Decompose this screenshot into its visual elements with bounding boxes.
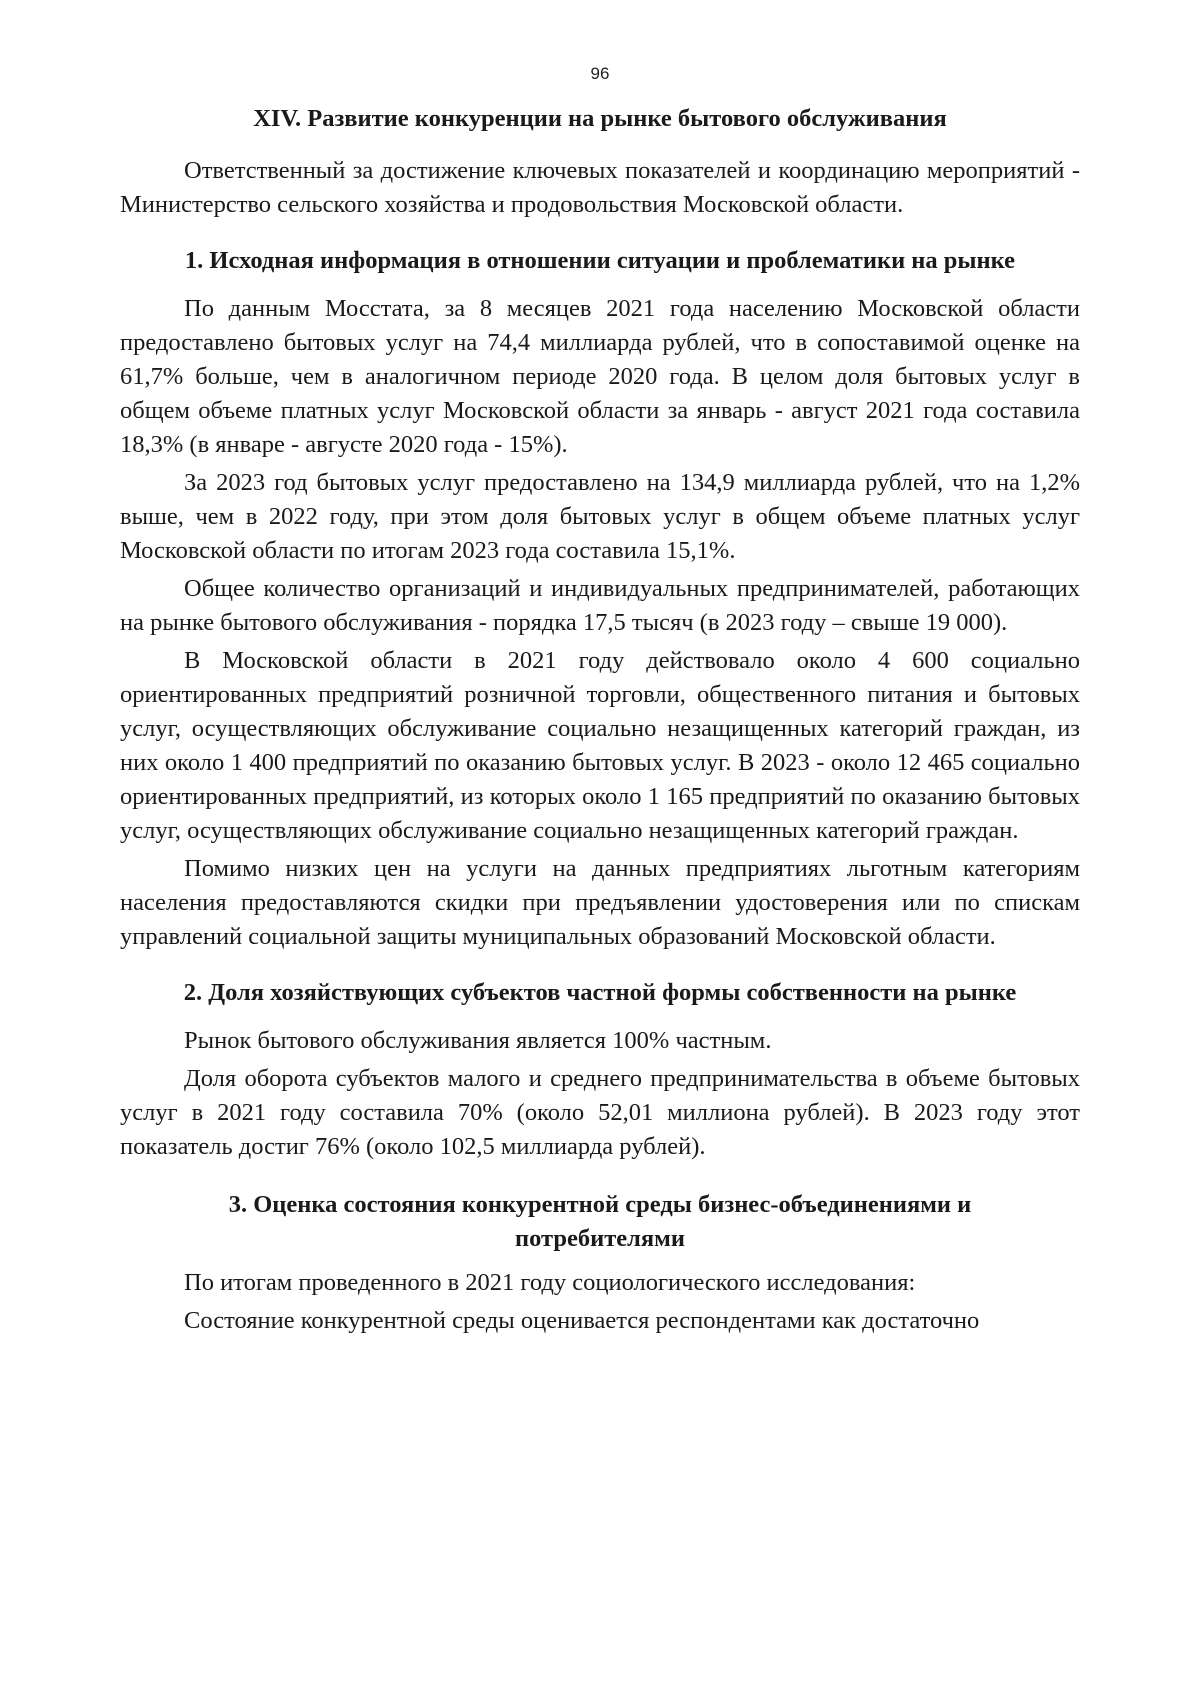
paragraph: По итогам проведенного в 2021 году социологического исследования: <box>184 1269 916 1296</box>
paragraph: Общее количество организаций и индивидуальных предпринимателей, работающих на рынке бытового обслуживания - порядка 17,5 тысяч (в 2023 году – свыше 19 000). <box>120 575 1080 636</box>
section-1-heading: 1. Исходная информация в отношении ситуации и проблематики на рынке <box>184 247 1016 274</box>
responsible-paragraph: Ответственный за достижение ключевых показателей и координацию мероприятий - Министерство сельского хозяйства и продовольствия Московской области. <box>120 157 1080 218</box>
document-body <box>120 102 1080 1338</box>
section-3-heading-line-2: потребителями <box>515 1225 685 1252</box>
section-initial-information <box>120 244 1080 954</box>
paragraph: Состояние конкурентной среды оценивается респондентами как достаточно <box>184 1307 980 1334</box>
section-competition-assessment <box>120 1188 1080 1338</box>
paragraph: За 2023 год бытовых услуг предоставлено на 134,9 миллиарда рублей, что на 1,2% выше, чем в 2022 году, при этом доля бытовых услуг в общем объеме платных услуг Московской области по итогам 2023 года составила 15,1%. <box>120 469 1080 564</box>
section-3-heading <box>120 1188 1080 1256</box>
paragraph: Доля оборота субъектов малого и среднего предпринимательства в объеме бытовых услуг в 2021 году составила 70% (около 52,01 миллиона рублей). В 2023 году этот показатель достиг 76% (около 102,5 миллиарда рублей). <box>120 1065 1080 1160</box>
page-number: 96 <box>590 64 610 83</box>
paragraph: В Московской области в 2021 году действовало около 4 600 социально ориентированных предприятий розничной торговли, общественного питания и бытовых услуг, осуществляющих обслуживание социально незащищенных категорий граждан, из них около 1 400 предприятий по оказанию бытовых услуг. В 2023 - около 12 465 социально ориентированных предприятий, из которых около 1 165 предприятий по оказанию бытовых услуг, осуществляющих обслуживание социально незащищенных категорий граждан. <box>120 647 1080 844</box>
paragraph: Помимо низких цен на услуги на данных предприятиях льготным категориям населения предоставляются скидки при предъявлении удостоверения или по спискам управлений социальной защиты муниципальных образований Московской области. <box>120 855 1080 950</box>
section-3-heading-line-1: 3. Оценка состояния конкурентной среды бизнес-объединениями и <box>228 1191 972 1218</box>
chapter-title: XIV. Развитие конкуренции на рынке бытового обслуживания <box>253 105 947 132</box>
section-private-share <box>120 976 1080 1164</box>
section-2-heading: 2. Доля хозяйствующих субъектов частной формы собственности на рынке <box>183 979 1017 1006</box>
paragraph: По данным Мосстата, за 8 месяцев 2021 года населению Московской области предоставлено бытовых услуг на 74,4 миллиарда рублей, что в сопоставимой оценке на 61,7% больше, чем в аналогичном периоде 2020 года. В целом доля бытовых услуг в общем объеме платных услуг Московской области за январь - август 2021 года составила 18,3% (в январе - августе 2020 года - 15%). <box>120 295 1080 458</box>
paragraph: Рынок бытового обслуживания является 100% частным. <box>184 1027 772 1054</box>
